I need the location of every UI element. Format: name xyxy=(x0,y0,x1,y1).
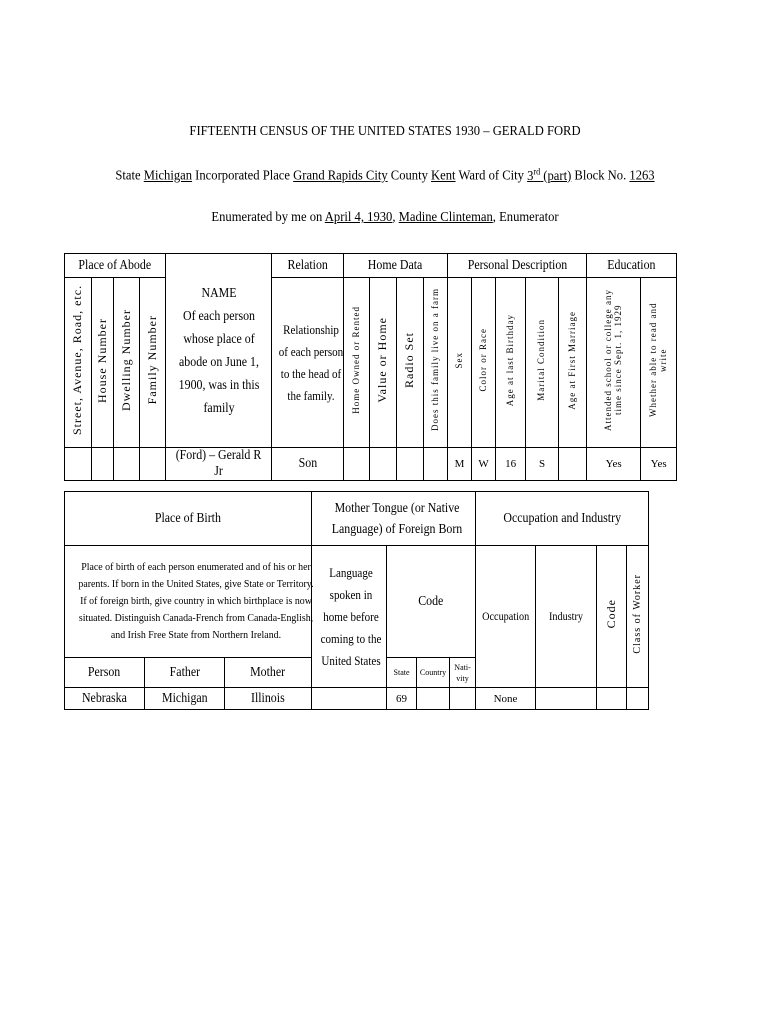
group-place-of-abode: Place of Abode xyxy=(65,254,166,278)
language-header: Language spoken in home before coming to the United States xyxy=(312,546,387,688)
birth-note: Place of birth of each person enumerated and of his or her parents. If born in the United States, give State or Territory. If of foreign birth, give country in which birthplace is now situated. Distinguish Canada-French from Canada-English, and Irish Free State from Northern Ireland. xyxy=(65,546,312,658)
col-read-write: Whether able to read and write xyxy=(641,278,677,448)
ward-label: Ward of City xyxy=(458,168,524,184)
col-street: Street, Avenue, Road, etc. xyxy=(65,278,92,448)
row-father-birth: Michigan xyxy=(145,688,225,710)
table-row xyxy=(65,688,649,710)
place-value: Grand Rapids City xyxy=(293,168,388,184)
row-read: Yes xyxy=(641,448,677,481)
page-title: FIFTEENTH CENSUS OF THE UNITED STATES 1930 – GERALD FORD xyxy=(189,124,581,139)
row-age: 16 xyxy=(496,448,526,481)
col-value-home: Value or Home xyxy=(370,278,397,448)
group-personal-description: Personal Description xyxy=(448,254,587,278)
enum-suffix: , Enumerator xyxy=(492,210,559,225)
occupation-header: Occupation xyxy=(476,546,536,688)
place-of-birth-header: Place of Birth xyxy=(65,492,312,546)
location-line xyxy=(39,166,732,185)
row-name: (Ford) – Gerald R Jr xyxy=(166,448,272,481)
row-sex: M xyxy=(448,448,472,481)
col-attended-school: Attended school or college any time since Sept. 1, 1929 xyxy=(587,278,641,448)
census-table-birth-occupation xyxy=(64,491,649,710)
block-label: Block No. xyxy=(574,168,627,184)
county-label: County xyxy=(390,168,428,184)
row-color: W xyxy=(472,448,496,481)
col-farm: Does this family live on a farm xyxy=(424,278,448,448)
col-home-owned: Home Owned or Rented xyxy=(344,278,370,448)
group-relation: Relation xyxy=(272,254,344,278)
country-code-header: Country xyxy=(417,658,450,688)
industry-header: Industry xyxy=(536,546,597,688)
mother-header: Mother xyxy=(225,658,312,688)
state-value: Michigan xyxy=(143,168,193,184)
table-row xyxy=(65,448,677,481)
col-age: Age at last Birthday xyxy=(496,278,526,448)
place-label: Incorporated Place xyxy=(195,168,290,184)
col-sex: Sex xyxy=(448,278,472,448)
state-code-header: State xyxy=(387,658,417,688)
nativity-header: Nati-vity xyxy=(450,658,476,688)
person-header: Person xyxy=(65,658,145,688)
group-education: Education xyxy=(587,254,677,278)
class-of-worker-header: Class of Worker xyxy=(627,546,649,688)
father-header: Father xyxy=(145,658,225,688)
enum-prefix: Enumerated by me on xyxy=(211,210,323,225)
ward-value: 3rd (part) xyxy=(527,166,572,184)
name-header xyxy=(166,254,272,448)
code-header: Code xyxy=(597,546,627,688)
mother-tongue-code: Code xyxy=(387,546,476,658)
row-person-birth: Nebraska xyxy=(65,688,145,710)
enum-date: April 4, 1930 xyxy=(324,210,393,225)
col-house-number: House Number xyxy=(92,278,114,448)
col-relationship: Relationship of each person to the head of the family. xyxy=(272,278,344,448)
row-state-code: 69 xyxy=(387,688,417,710)
col-marital: Marital Condition xyxy=(526,278,559,448)
col-age-marriage: Age at First Marriage xyxy=(559,278,587,448)
census-table-household xyxy=(64,253,677,481)
name-title: NAME xyxy=(201,285,237,301)
col-dwelling-number: Dwelling Number xyxy=(114,278,140,448)
group-home-data: Home Data xyxy=(344,254,448,278)
row-attended: Yes xyxy=(587,448,641,481)
block-value: 1263 xyxy=(629,168,655,184)
name-desc: Of each person whose place of abode on June 1, 1900, was in this family xyxy=(178,308,260,416)
mother-tongue-header: Mother Tongue (or Native Language) of Foreign Born xyxy=(312,492,476,546)
row-marital: S xyxy=(526,448,559,481)
county-value: Kent xyxy=(431,168,456,184)
col-color-race: Color or Race xyxy=(472,278,496,448)
row-occupation: None xyxy=(476,688,536,710)
row-relationship: Son xyxy=(272,448,344,481)
enumerator-line: Enumerated by me on April 4, 1930, Madine Clinteman, Enumerator xyxy=(211,210,559,225)
col-family-number: Family Number xyxy=(140,278,166,448)
state-label: State xyxy=(115,168,141,184)
occupation-industry-header: Occupation and Industry xyxy=(476,492,649,546)
enum-name: Madine Clinteman xyxy=(398,210,493,225)
col-radio-set: Radio Set xyxy=(397,278,424,448)
row-mother-birth: Illinois xyxy=(225,688,312,710)
